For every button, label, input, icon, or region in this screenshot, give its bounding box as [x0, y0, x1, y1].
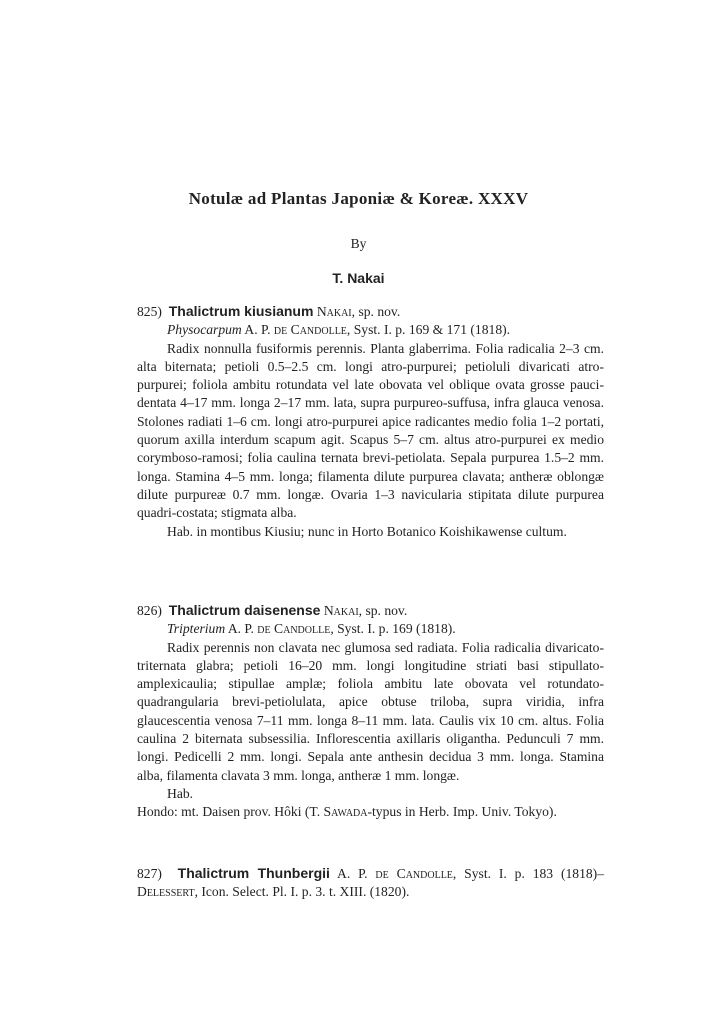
- collector-name: Sawada: [323, 804, 368, 820]
- description: Radix perennis non clavata nec glumosa sed radiata. Folia radicalia divaricato-triternata glabra; petioli 16–20 mm. longi longitudine striati basi stipullato-amplexicaulia; stipullae amplæ; foliola ambitu late obovata vel rotundato-quadrangularia brevi-petiolulata, apice obtuse triloba, supra viridia, infra glaucescentia venosa 7–11 mm. longa 8–11 mm. lata. Caulis vix 10 cm. altus. Folia caulina 2 biternata subsessilia. Inflorescentia axillaris oligantha. Pedunculi 7 mm. longi. Pedicelli 2 mm. longi. Sepala ante anthesin decidua 3 mm. longa. Stamina alba, filamenta clavata 3 mm. longa, antheræ 1 mm. longæ.: [137, 639, 604, 783]
- reference-citation: , Icon. Select. Pl. I. p. 3. t. XIII. (1820).: [194, 884, 410, 900]
- entry-825: [137, 302, 604, 541]
- species-author-de: de: [375, 866, 389, 881]
- entry-heading: [137, 601, 604, 620]
- synonym-author-name: Candolle: [270, 621, 331, 637]
- species-author: A. P.: [329, 866, 376, 881]
- entry-827: [137, 864, 604, 902]
- entry-826: [137, 601, 604, 822]
- reference-author: Delessert: [137, 884, 195, 900]
- species-name: Thalictrum daisenense: [168, 602, 321, 618]
- entry-heading: [137, 302, 604, 321]
- species-reference: , Syst. I. p. 183 (1818)–: [452, 866, 605, 881]
- entry-number: 827): [137, 866, 162, 881]
- synonym-line: [137, 620, 604, 638]
- synonym-name: Physocarpum: [167, 322, 242, 338]
- synonym-author-de: de: [273, 322, 288, 338]
- entry-number: 826): [137, 603, 162, 618]
- synonym-author: A. P.: [241, 322, 274, 338]
- byline: By: [350, 236, 367, 251]
- synonym-line: [137, 321, 604, 339]
- synonym-author: A. P.: [225, 621, 258, 637]
- description: Radix nonnulla fusiformis perennis. Planta glaberrima. Folia radicalia 2–3 cm. alta biternata; petioli 0.5–2.5 cm. longi atro-purpurei; petioluli divaricati atro-purpurei; foliola ambitu rotundata vel late obovata vel oblique ovata grosse pauci-dentata 4–17 mm. longa 2–17 mm. lata, supra purpureo-suffusa, infra glauca venosa. Stolones radiati 1–6 cm. longi atro-purpurei apice radicantes medio folia 1–2 portati, quorum axilla interdum scapum agit. Scapus 5–7 cm. altus atro-purpurei ex medio corymboso-ramosi; folia caulina ternata brevi-petiolata. Sepala purpurea 1.5–2 mm. longa. Stamina 4–5 mm. longa; filamenta dilute purpurea clavata; antheræ oblongæ dilute purpureæ 0.7 mm. longæ. Ovaria 1–3 navicularia stipitata dilute purpurea quadri-costata; stigmata alba.: [137, 340, 604, 521]
- locality-text: Hondo: mt. Daisen prov. Hôki (T.: [137, 804, 324, 820]
- species-suffix: , sp. nov.: [351, 304, 401, 319]
- locality-typus: -typus in Herb. Imp. Univ. Tokyo).: [367, 804, 557, 820]
- paper-title: Notulæ ad Plantas Japoniæ & Koreæ. XXXV: [188, 189, 529, 208]
- species-name: Thalictrum kiusianum: [168, 303, 314, 319]
- species-suffix: , sp. nov.: [358, 603, 408, 618]
- species-name: Thalictrum Thunbergii: [177, 865, 330, 881]
- species-author-name: Candolle: [388, 866, 453, 881]
- synonym-author-de: de: [257, 621, 271, 637]
- habitat: Hab.: [167, 785, 194, 801]
- species-authority: Nakai: [323, 603, 359, 618]
- entry-number: 825): [137, 304, 162, 319]
- habitat: Hab. in montibus Kiusiu; nunc in Horto Botanico Koishikawense cultum.: [167, 523, 567, 539]
- synonym-author-name: Candolle: [287, 322, 347, 338]
- locality: [137, 803, 604, 821]
- synonym-name: Tripterium: [167, 621, 226, 637]
- entry-heading: [137, 864, 604, 902]
- synonym-reference: , Syst. I. p. 169 & 171 (1818).: [346, 322, 511, 338]
- species-authority: Nakai: [316, 304, 352, 319]
- author-name: T. Nakai: [332, 270, 385, 286]
- synonym-reference: , Syst. I. p. 169 (1818).: [330, 621, 456, 637]
